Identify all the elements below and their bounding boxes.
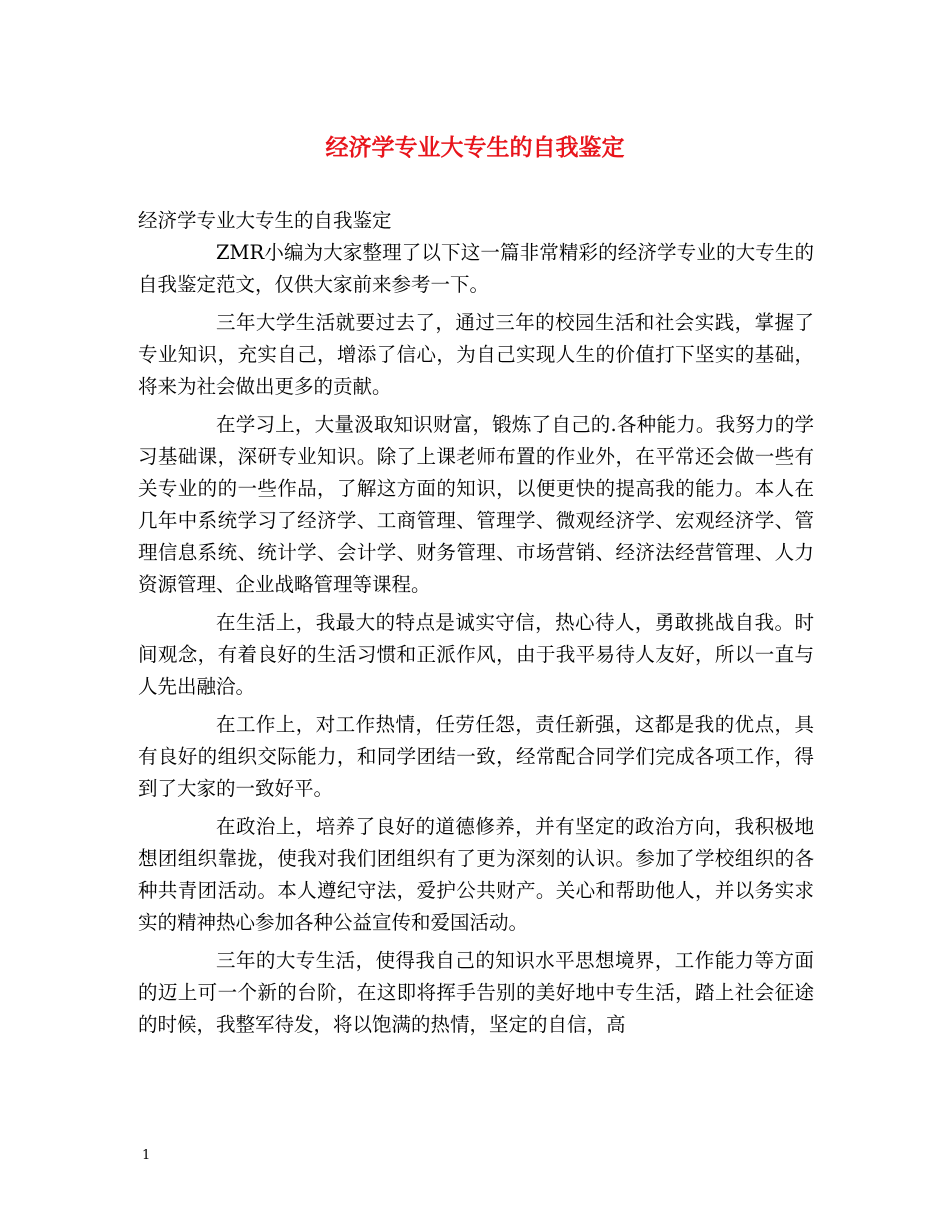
page-number: 1 — [142, 1148, 151, 1163]
paragraph-study: 在学习上，大量汲取知识财富，锻炼了自己的.各种能力。我努力的学习基础课，深研专业知识。除了上课老师布置的作业外，在平常还会做一些有关专业的的一些作品，了解这方面的知识，以便更快的提高我的能力。本人在几年中系统学习了经济学、工商管理、管理学、微观经济学、宏观经济学、管理信息系统、统计学、会计学、财务管理、市场营销、经济法经营管理、人力资源管理、企业战略管理等课程。 — [138, 413, 814, 596]
paragraph-intro: ZMR小编为大家整理了以下这一篇非常精彩的经济学专业的大专生的自我鉴定范文，仅供大家前来参考一下。 — [138, 241, 814, 296]
paragraph-life: 在生活上，我最大的特点是诚实守信，热心待人，勇敢挑战自我。时间观念，有着良好的生活习惯和正派作风，由于我平易待人友好，所以一直与人先出融洽。 — [138, 611, 814, 698]
document-body — [138, 205, 814, 1047]
paragraph-politics: 在政治上，培养了良好的道德修养，并有坚定的政治方向，我积极地想团组织靠拢，使我对我们团组织有了更为深刻的认识。参加了学校组织的各种共青团活动。本人遵纪守法，爱护公共财产。关心和帮助他人，并以务实求实的精神热心参加各种公益宣传和爱国活动。 — [138, 815, 814, 934]
paragraph-work: 在工作上，对工作热情，任劳任怨，责任新强，这都是我的优点，具有良好的组织交际能力，和同学团结一致，经常配合同学们完成各项工作，得到了大家的一致好平。 — [138, 713, 814, 800]
document-subtitle: 经济学专业大专生的自我鉴定 — [138, 209, 392, 232]
document-title: 经济学专业大专生的自我鉴定 — [325, 134, 625, 161]
paragraph-conclusion: 三年的大专生活，使得我自己的知识水平思想境界，工作能力等方面的迈上可一个新的台阶，在这即将挥手告别的美好地中专生活，踏上社会征途的时候，我整军待发，将以饱满的热情，坚定的自信，高 — [138, 949, 814, 1036]
paragraph-overview: 三年大学生活就要过去了，通过三年的校园生活和社会实践，掌握了专业知识，充实自己，增添了信心，为自己实现人生的价值打下坚实的基础，将来为社会做出更多的贡献。 — [138, 311, 814, 398]
